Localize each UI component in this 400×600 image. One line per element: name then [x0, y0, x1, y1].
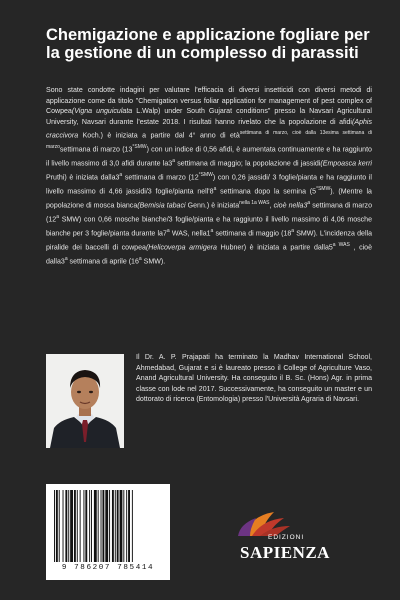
superscript: a WAS: [332, 241, 350, 248]
abstract-segment: Genn.) è iniziata: [185, 202, 240, 210]
barcode-bar: [101, 490, 102, 562]
abstract-segment: SMW).: [141, 258, 166, 266]
barcode-bar: [91, 490, 92, 562]
barcode-bar: [80, 490, 81, 562]
abstract-segment: SMW) con 0,66 mosche bianche/3 foglie/pianta e ha raggiunto il livello massimo di 4,06 mosche bianche per 3 foglie/pianta durante la7: [46, 216, 372, 238]
italic-text: cioè nella3: [273, 202, 308, 210]
abstract-segment: Hubner) è iniziata a partire dalla5: [216, 244, 333, 252]
publisher-edizioni: EDIZIONI: [268, 534, 305, 541]
abstract-segment: settimana di aprile (16: [67, 258, 139, 266]
barcode-number: 9 786207 785414: [61, 564, 155, 572]
abstract-segment: ,: [269, 202, 274, 210]
barcode-bar: [112, 490, 114, 562]
barcode-bar: [59, 490, 60, 562]
superscript: °SMW: [198, 172, 213, 179]
barcode-bar: [70, 490, 73, 562]
author-bio: Il Dr. A. P. Prajapati ha terminato la Madhav International School, Ahmedabad, Gujarat e si è laureato presso il College of Agriculture Vaso, Anand Agricultural University. Ha conseguito il B. Sc. (Hons) Agr. in prima classe con lode nel 2017. Successivamente, ha conseguito un master e un dottorato di ricerca (Entomologia) presso l'Università Agraria di Navsari.: [136, 354, 372, 404]
species-name: (Helicoverpa armigera: [145, 244, 217, 252]
author-portrait-image: [46, 354, 124, 448]
barcode-bar: [56, 490, 58, 562]
barcode-bar: [123, 490, 124, 562]
publisher-name: SAPIENZA: [240, 543, 330, 562]
superscript: a: [307, 200, 311, 207]
abstract-segment: Sono state condotte indagini per valutare l'efficacia di diversi insetticidi con diversi metodi di applicazione come da titolo "Chemigation versus foliar application for management of pest complex of Cowpea: [46, 87, 372, 116]
barcode-bar: [109, 490, 110, 562]
species-name: (Bemisia tabaci: [137, 202, 186, 210]
superscript: nella 1a WAS: [239, 200, 270, 207]
superscript: a: [291, 227, 295, 234]
superscript: °SMW: [132, 144, 147, 151]
barcode-bar: [74, 490, 76, 562]
barcode-bar: [126, 490, 127, 562]
species-name: (Aphis craccivora: [46, 118, 372, 140]
barcode-bar: [85, 490, 87, 562]
superscript: a: [213, 186, 217, 193]
abstract-segment: Koch.) è iniziata a partire dal 4° anno di età: [78, 132, 240, 140]
barcode-bar: [117, 490, 119, 562]
barcode-bar: [94, 490, 97, 562]
barcode-bar: [115, 490, 116, 562]
superscript: a: [138, 255, 142, 262]
abstract-segment: WAS, nella1: [169, 230, 211, 238]
book-title: Chemigazione e applicazione fogliare per la gestione di un complesso di parassiti: [46, 26, 370, 62]
abstract-segment: , cioè dalla3: [46, 244, 372, 266]
barcode-bar: [68, 490, 69, 562]
abstract-segment: settimana di maggio (18: [213, 230, 292, 238]
barcode-bar: [128, 490, 130, 562]
isbn-barcode: [46, 484, 170, 580]
abstract-segment: ) con un indice di 0,56 afidi, è aumentata continuamente e ha raggiunto il livello massimo di 3,0 afidi durante la3: [46, 146, 372, 168]
abstract-text: [46, 86, 372, 268]
abstract-segment: ). (Mentre la popolazione di mosca bianca: [46, 188, 372, 210]
abstract-segment: settimana dopo la semina (5: [216, 188, 317, 196]
species-name: (Vigna unguiculata: [71, 108, 133, 116]
superscript: a: [210, 227, 214, 234]
barcode-bar: [83, 490, 84, 562]
abstract-segment: SMW). L'incidenza della piralide dei baccelli di cowpea: [46, 230, 373, 252]
superscript: a: [64, 255, 68, 262]
abstract-segment: ) con 0,26 jassidi/ 3 foglie/pianta e ha raggiunto il livello massimo di 4,66 jassidi/3 foglie/pianta nell'8: [46, 174, 372, 196]
barcode-bar: [120, 490, 123, 562]
abstract-segment: L.Walp) under South Gujarat conditions" presso la Navsari Agricultural University, Navsari durante l'estate 2018. I risultati hanno rivelato che la popolazione di afidi: [46, 108, 372, 126]
superscript: settimana di marzo, cioè dalla 13esima settimana di marzo: [46, 130, 373, 151]
abstract-segment: settimana di marzo (13: [59, 146, 133, 154]
superscript: a: [166, 227, 170, 234]
abstract-segment: settimana di marzo (12: [46, 202, 372, 224]
superscript: a: [119, 172, 123, 179]
barcode-bar: [132, 490, 133, 562]
superscript: a: [172, 158, 175, 165]
barcode-bar: [65, 490, 67, 562]
barcode-bar: [89, 490, 90, 562]
barcode-bar: [98, 490, 99, 562]
abstract-segment: settimana di maggio; la popolazione di jassidi: [174, 160, 321, 168]
superscript: °SMW: [316, 186, 331, 193]
barcode-bar: [77, 490, 78, 562]
abstract-segment: Pruthi) è iniziata dalla3: [46, 174, 120, 182]
abstract-segment: settimana di marzo (12: [122, 174, 199, 182]
barcode-bar: [102, 490, 104, 562]
barcode-bar: [54, 490, 55, 562]
barcode-bars: [52, 490, 164, 564]
barcode-bar: [63, 490, 64, 562]
author-photo: [46, 354, 124, 448]
species-name: (Empoasca kerri: [320, 160, 372, 168]
superscript: a: [56, 214, 59, 220]
barcode-bar: [105, 490, 108, 562]
